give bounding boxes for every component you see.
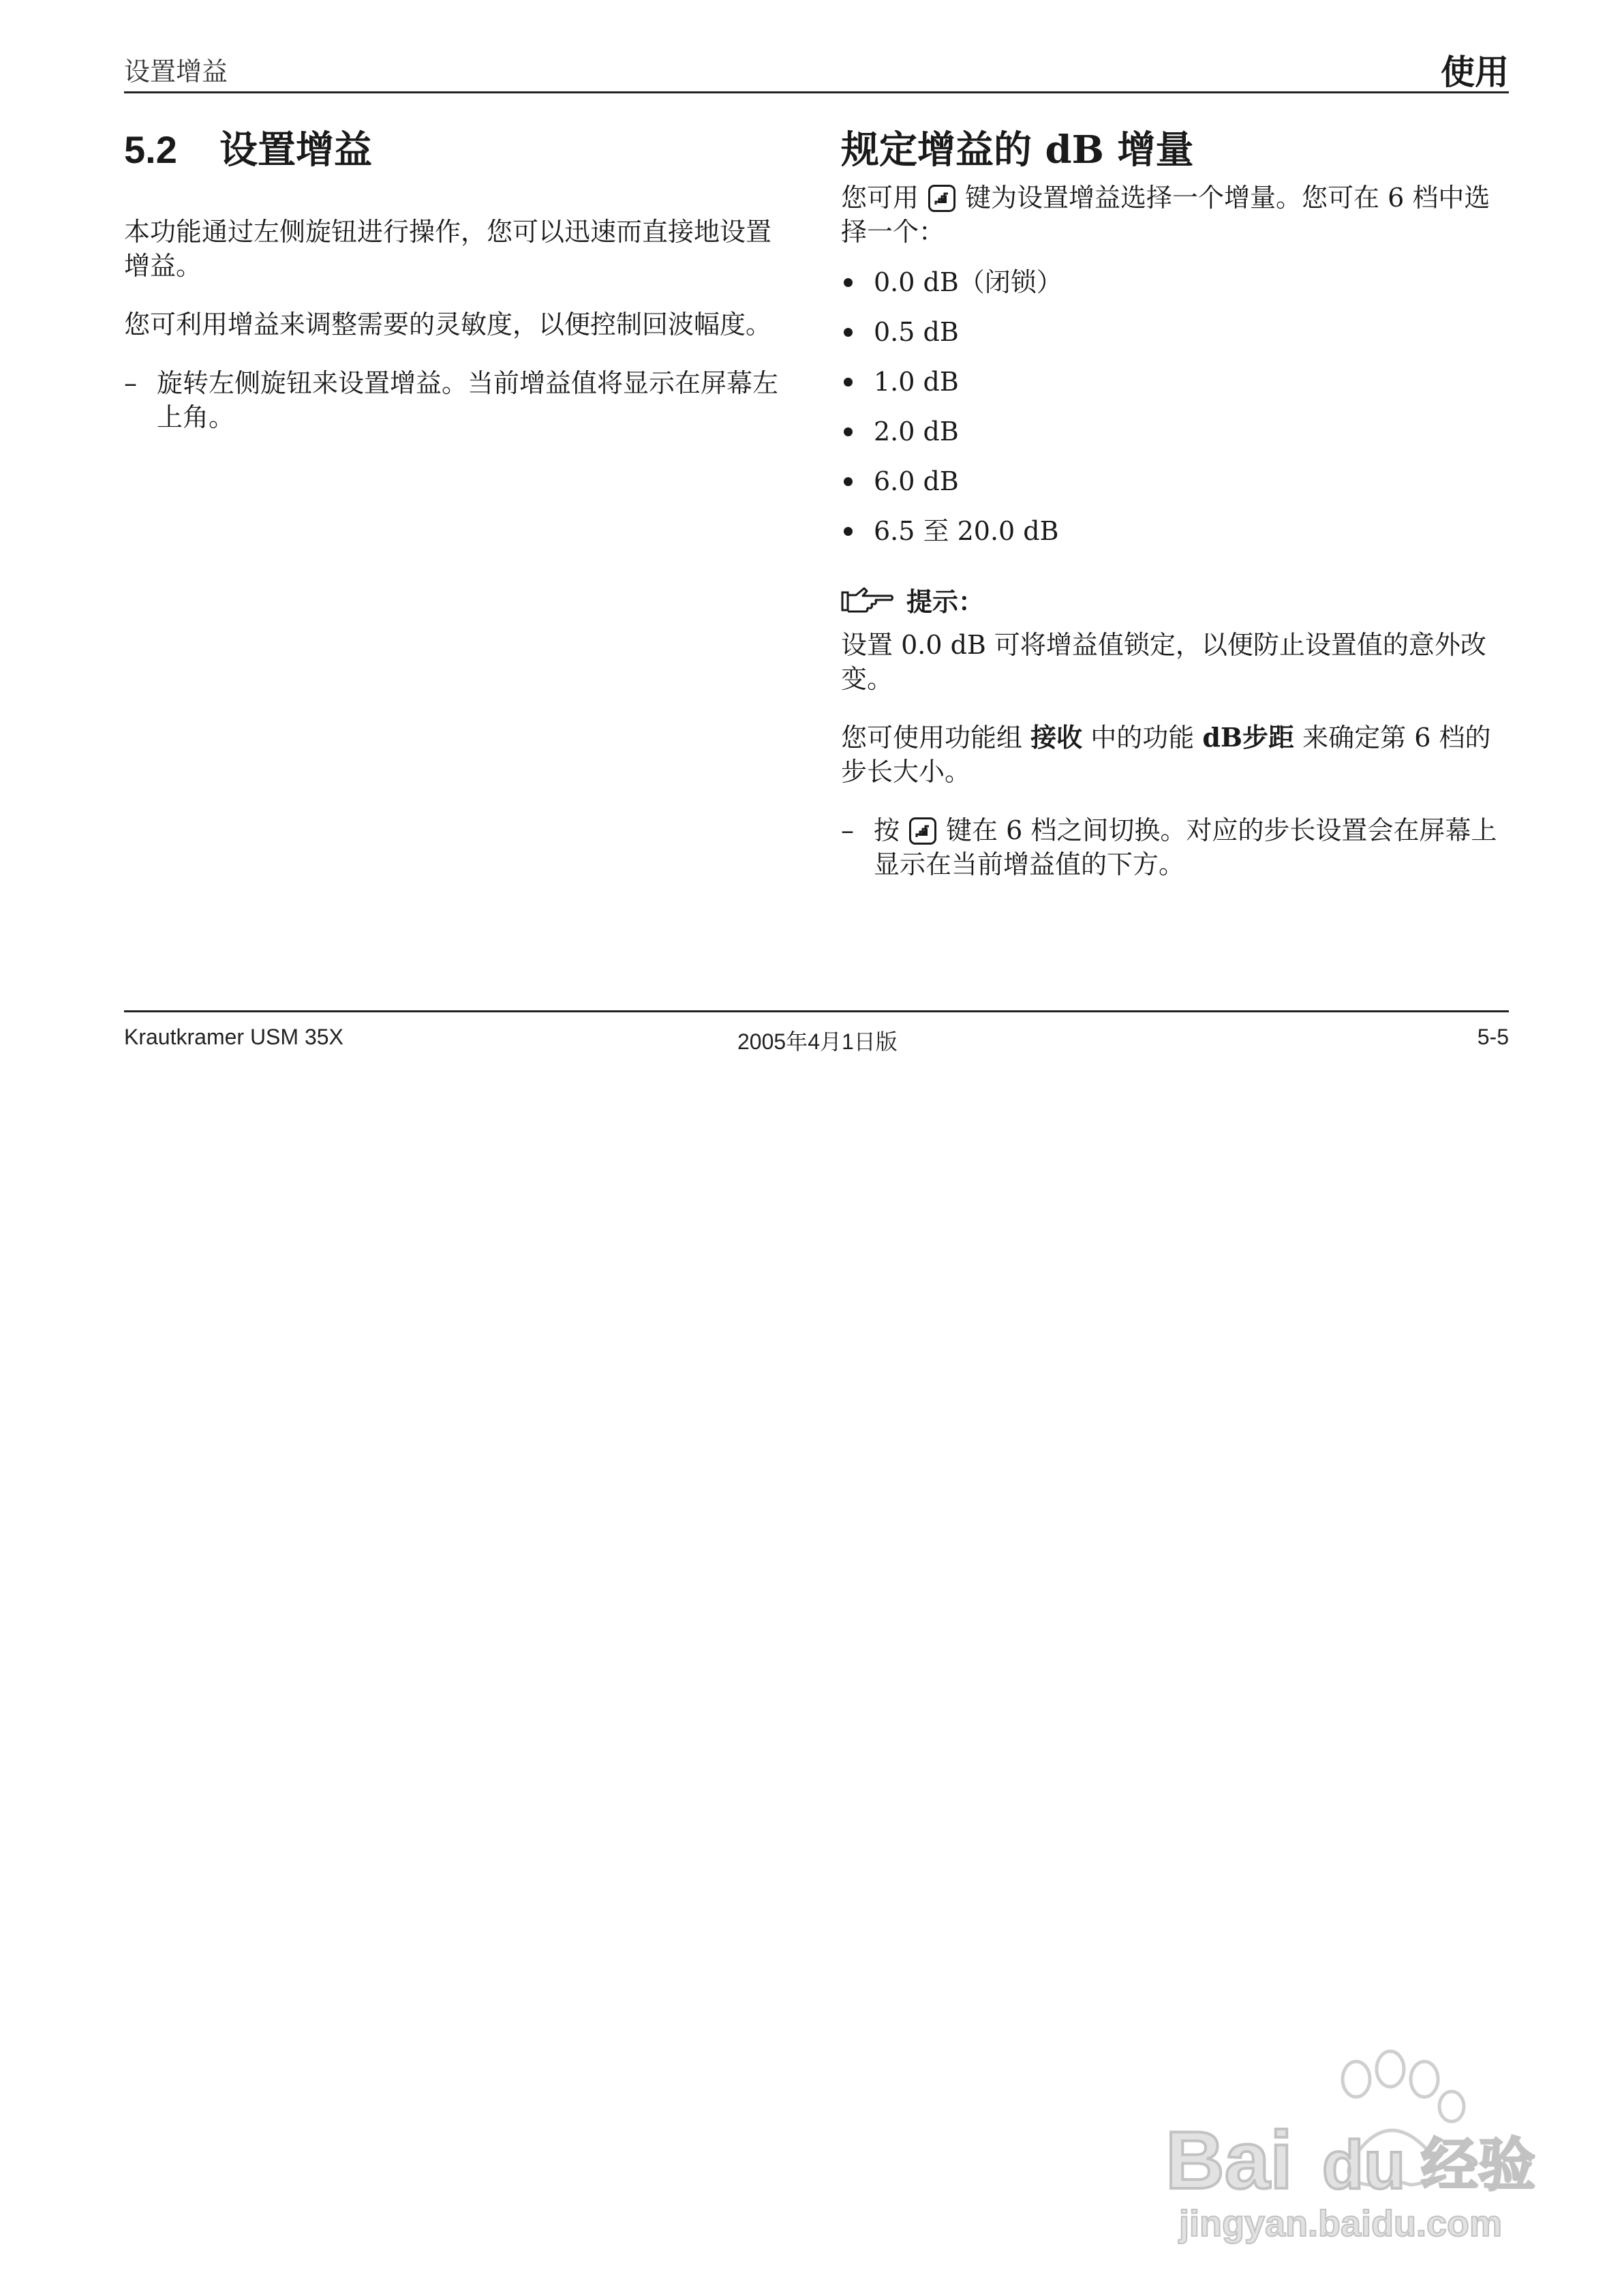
page-header [124,42,1509,93]
list-item [841,365,1509,399]
function-name: dB步距 [1202,722,1295,753]
paragraph-text: 您可使用功能组 [841,723,1023,753]
bullet-dot [844,477,853,486]
option-text: 2.0 dB [874,417,959,447]
watermark-brand-b: du [1322,2127,1406,2203]
section-heading [124,119,785,181]
tip-heading [841,579,1509,620]
option-text: 0.5 dB [874,317,959,347]
list-item [841,315,1509,349]
list-item [841,414,1509,449]
section-number: 5.2 [124,128,177,171]
function-group-name: 接收 [1030,722,1083,753]
bullet-dot [844,278,853,287]
paragraph-text: 中的功能 [1090,723,1195,753]
bullet-dot [844,378,853,387]
paragraph-text: 来确定第 6 档的步长大小。 [841,723,1491,787]
page-footer [124,1010,1509,1053]
dash-marker: – [124,368,137,398]
header-section-title: 设置增益 [124,57,228,87]
bullet-dot [844,527,853,536]
pointing-hand-icon [841,584,894,614]
header-chapter-title: 使用 [1441,52,1509,92]
increment-intro [841,181,1509,249]
option-text: 6.0 dB [874,466,959,496]
list-item [841,265,1509,299]
right-column [841,119,1509,881]
watermark-url: jingyan.baidu.com [1179,2203,1503,2244]
instruction-text: 旋转左侧旋钮来设置增益。当前增益值将显示在屏幕左上角。 [157,368,779,432]
instruction-step [841,813,1509,881]
subsection-heading: 规定增益的 dB 增量 [841,127,1194,172]
intro-text-before: 您可用 [841,183,919,213]
option-text: 1.0 dB [874,367,959,397]
bullet-dot [844,328,853,337]
option-text: 0.0 dB（闭锁） [874,267,1062,297]
tip-text: 设置 0.0 dB 可将增益值锁定，以便防止设置值的意外改变。 [841,630,1486,694]
page-number: 5-5 [1477,1025,1509,1049]
sensitivity-paragraph: 您可利用增益来调整需要的灵敏度，以便控制回波幅度。 [124,309,772,339]
footer-edition-date: 2005年4月1日版 [737,1029,898,1054]
left-column [124,119,785,434]
intro-paragraph: 本功能通过左侧旋钮进行操作，您可以迅速而直接地设置增益。 [124,217,772,281]
dash-marker: – [841,815,854,845]
option-text: 6.5 至 20.0 dB [874,516,1059,546]
list-item [841,514,1509,548]
step-size-paragraph [841,721,1509,789]
watermark-brand-a: Bai [1165,2115,1293,2206]
instruction-text-before: 按 [874,815,900,845]
baidu-jingyan-watermark [1152,2031,1547,2250]
instruction-step [124,366,785,434]
bullet-dot [844,427,853,436]
instruction-text-after: 键在 6 档之间切换。对应的步长设置会在屏幕上显示在当前增益值的下方。 [874,815,1497,879]
increment-options-list [841,265,1509,548]
gain-step-key-icon [909,817,936,845]
tip-label: 提示： [906,588,985,617]
gain-step-key-icon [928,185,955,212]
intro-text-after: 键为设置增益选择一个增量。您可在 6 档中选择一个： [841,183,1490,247]
footer-product: Krautkramer USM 35X [124,1025,343,1049]
watermark-brand-c: 经验 [1421,2132,1536,2199]
list-item [841,464,1509,498]
section-title: 设置增益 [219,128,372,171]
